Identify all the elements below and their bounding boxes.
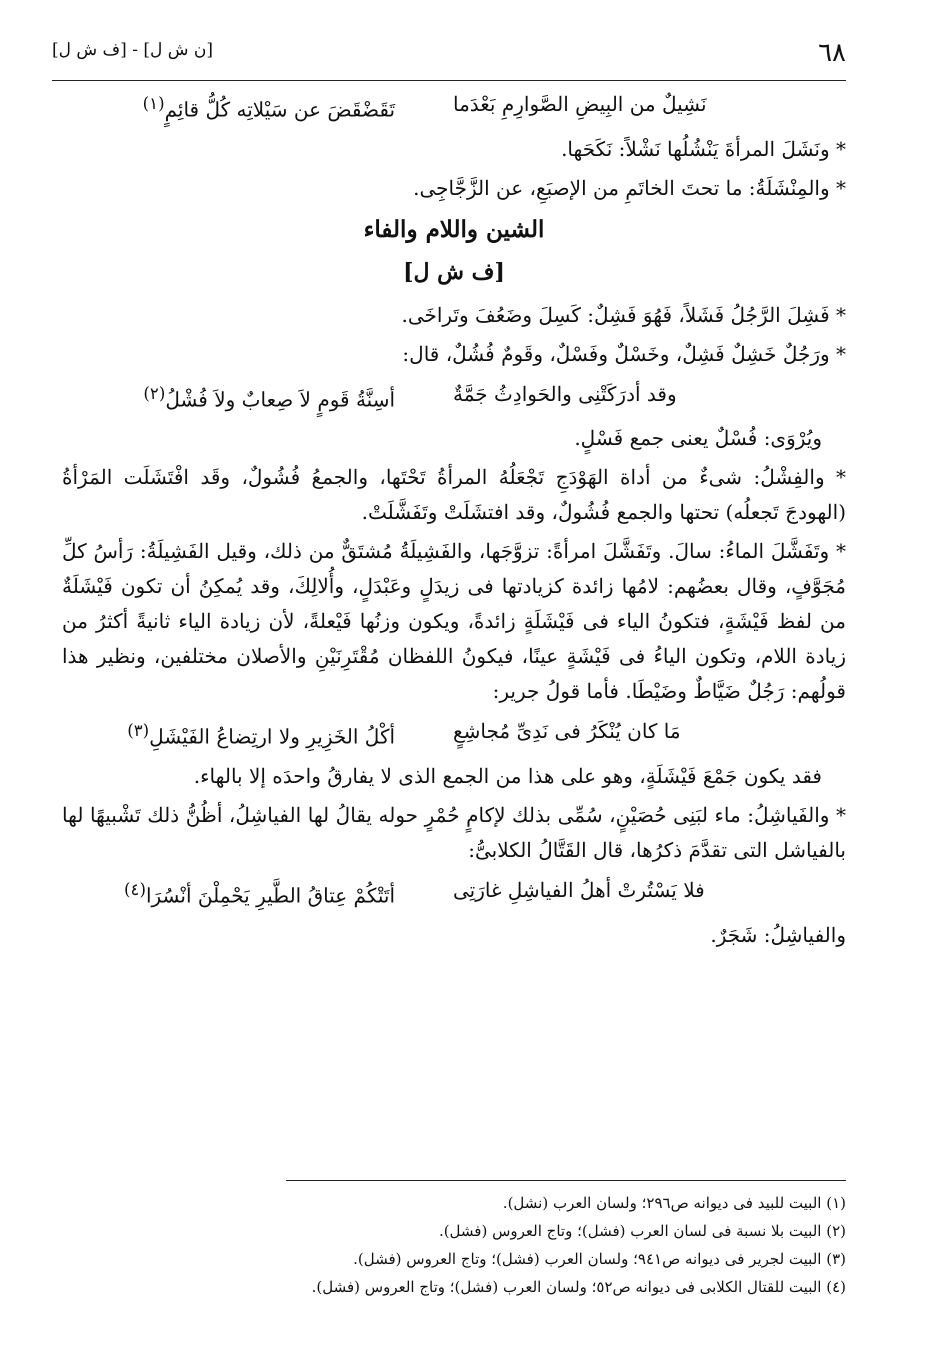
footnote: (١) البيت للبيد فى ديوانه ص٢٩٦؛ ولسان العرب (نشل). — [502, 1194, 846, 1212]
footnote-ref: (٢) — [143, 383, 166, 403]
verse-second-hemistich: تَقَضْقَضَ عن سَيْلاتِه كُلُّ قائِمٍ$^{(١)}$ — [142, 94, 396, 122]
verse-first-hemistich: وقد أدرَكَتْنِى والحَوادِثُ جَمَّةٌ — [452, 381, 677, 406]
entry-paragraph: * والفِشْلُ: شىءٌ من أداة الهَوْدَجِ تَجْعَلُهُ المرأةُ تَحْتَها، والجمعُ فُشُولٌ، وقَد افْتَشَلَت المَرْأةُ (الهودجَ تَجعلُه) تحتها والجمع فُشُولٌ، وقد افتشَلَتْ وتَفَشَّلَتْ. — [62, 465, 846, 525]
entry-line: * ونَشَلَ المرأةَ يَنْشُلُها نَشْلاً: نَكَحَها. — [561, 136, 846, 161]
verse-couplet — [62, 376, 846, 418]
verse-first-hemistich: فلا يَسْتُرتْ أهلُ الفياشِلِ غارَتِى — [452, 877, 705, 902]
footnote-ref: (١) — [142, 94, 165, 113]
body-text — [62, 86, 846, 957]
verse-second-hemistich: أتَتْكُمْ عِتاقُ الطَّيرِ يَحْمِلْنَ أنْسُرَا$^{(٤)}$ — [123, 879, 396, 908]
page-number: ٦٨ — [818, 38, 846, 68]
verse-couplet — [62, 872, 846, 914]
footnote: (٣) البيت لجرير فى ديوانه ص٩٤١؛ ولسان العرب (فشل)؛ وتاج العروس (فشل). — [353, 1250, 846, 1268]
verse-second-hemistich: أكْلُ الخَزِيرِ ولا ارتِضاعُ الفَيْشَلِ$^{(٣)}$ — [127, 721, 396, 749]
verse-couplet — [62, 86, 846, 128]
entry-paragraph: * والفَياشِلُ: ماء لبَنِى حُصَيْنٍ، سُمِّى بذلك لإكامٍ حُمْرٍ حوله يقالُ لها الفياشِلُ، أظُنُّ ذلك تَشْبيهًا لها بالفياشل التى تقدَّمَ ذكرُها، قال القَتَّالُ الكلابىُّ: — [62, 802, 846, 862]
entry-line: * فَشِلَ الرَّجُلُ فَشَلاً، فَهُوَ فَشِلٌ: كَسِلَ وضَعُفَ وتَراخَى. — [401, 302, 846, 327]
entry-line: والفياشِلُ: شَجَرٌ. — [710, 922, 846, 947]
verse-couplet — [62, 713, 846, 755]
entry-line: فقد يكون جَمْعَ فَيْشَلَةٍ، وهو على هذا من الجمع الذى لا يفارقُ واحدَه إلا بالهاء. — [193, 763, 822, 788]
verse-second-hemistich: أسِنَّةُ قَومٍ لاَ صِعابٌ ولاَ فُشْلُ$^{(٢)}$ — [143, 383, 396, 412]
section-title: الشين واللام والفاء — [363, 215, 545, 243]
footnote-ref: (٣) — [127, 721, 150, 741]
footnote: (٢) البيت بلا نسبة فى لسان العرب (فشل)؛ وتاج العروس (فشل). — [438, 1222, 846, 1240]
entry-line: * ورَجُلٌ خَشِلٌ فَشِلٌ، وخَسْلٌ وفَسْلٌ، وقَومٌ فُشُلٌ، قال: — [402, 341, 846, 366]
footnote: (٤) البيت للقتال الكلابى فى ديوانه ص٥٢؛ ولسان العرب (فشل)؛ وتاج العروس (فشل). — [311, 1278, 846, 1296]
entry-title: [ف ش ل] — [403, 258, 505, 285]
entry-line: * والمِنْشَلَةُ: ما تحتَ الخاتَمِ من الإصبَعِ، عن الزَّجَّاجِى. — [413, 175, 846, 200]
page-header — [52, 36, 846, 81]
entry-line: ويُرْوَى: فُسْلٌ يعنى جمع فَسْلٍ. — [574, 426, 822, 451]
footnote-ref: (٤) — [123, 879, 146, 899]
entry-paragraph: * وتَفَشَّلَ الماءُ: سالَ. وتَفَشَّلَ امرأةً: تزوَّجَها، والفَشِيلَةُ مُشتَقٌّ من ذلك، وقيل الفَشِيلَةُ: رَأسُ كلِّ مُجَوَّفٍ، وقال بعضُهم: لامُها زائدة كزيادتها فى زيدَلٍ وعَبْدَلٍ، وأُلالِكَ، وقد يُمكِنُ أن تكون فَيْشَلَةٌ من لفظ فَيْشَةٍ، فتكونُ الياء فى فَيْشَلَةٍ زائدةً، ويكون وزنُها فَيْعلةً، لأن زيادة الياء ثانيةً أكثرُ من زيادة اللام، وتكون الياءُ فى فَيْشَةٍ عينًا، فيكونُ اللفظان مُقْتَرِنَيْنِ والأصلان مختلفين، ونظير هذا قولُهم: رَجُلٌ ضَيَّاطٌ وضَيْطَا. فأما قولُ جرير: — [62, 539, 846, 704]
footnotes — [286, 1180, 846, 1301]
verse-first-hemistich: نَشِيلٌ من البِيضِ الصَّوارِمِ بَعْدَما — [452, 92, 707, 116]
running-head: [ن ش ل] - [ف ش ل] — [52, 40, 214, 60]
verse-first-hemistich: مَا كان يُنْكَرُ فى نَدِىِّ مُجاشِعٍ — [452, 719, 681, 744]
